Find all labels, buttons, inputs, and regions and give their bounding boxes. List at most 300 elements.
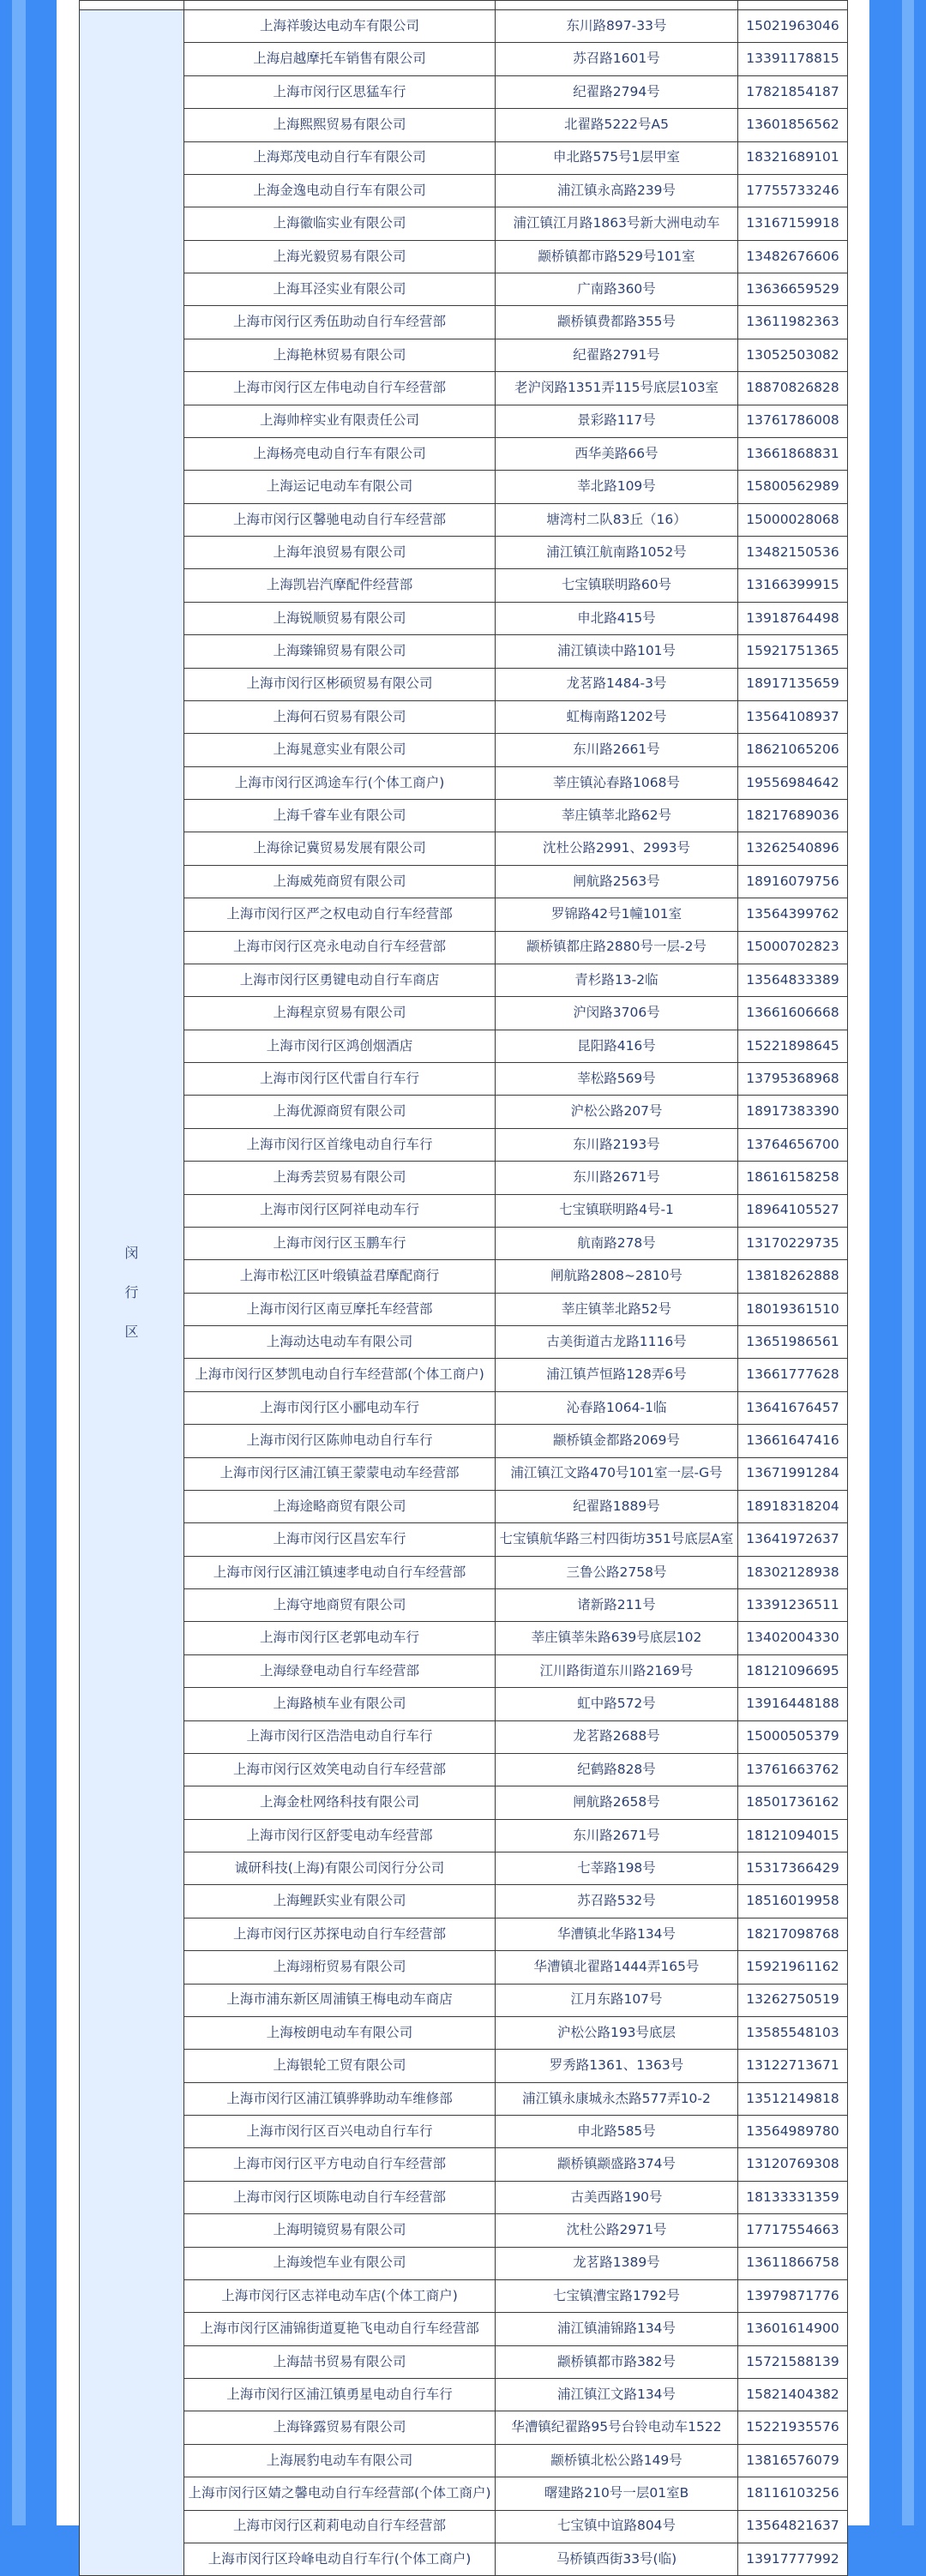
address-cell: 七宝镇联明路4号-1: [496, 1194, 738, 1227]
phone-cell: 13601856562: [738, 109, 848, 141]
address-cell: 塘湾村二队83丘（16）: [496, 503, 738, 536]
address-cell: 东川路2671号: [496, 1819, 738, 1852]
address-cell: 莘北路109号: [496, 471, 738, 503]
table-row: [80, 2313, 848, 2345]
table-row: [80, 1622, 848, 1654]
address-cell: 浦江镇江文路470号101室一层-G号: [496, 1457, 738, 1490]
table-row: [80, 1227, 848, 1259]
address-cell: 广南路360号: [496, 273, 738, 306]
company-name-cell: 上海市闵行区代雷自行车行: [184, 1063, 496, 1096]
company-name-cell: 上海优源商贸有限公司: [184, 1096, 496, 1128]
phone-cell: 13482676606: [738, 240, 848, 273]
district-char: 区: [124, 1324, 139, 1341]
table-row: [80, 997, 848, 1030]
company-name-cell: 上海市闵行区鸿创烟酒店: [184, 1030, 496, 1062]
phone-cell: 13636659529: [738, 273, 848, 306]
address-cell: 颛桥镇北松公路149号: [496, 2444, 738, 2477]
company-name-cell: 上海徽临实业有限公司: [184, 207, 496, 240]
table-row: [80, 2379, 848, 2411]
table-row: [80, 174, 848, 207]
table-row: [80, 1457, 848, 1490]
phone-cell: 13918764498: [738, 602, 848, 634]
table-row: [80, 1359, 848, 1391]
phone-cell: 13262750519: [738, 1984, 848, 2016]
district-char: 行: [124, 1284, 139, 1301]
address-cell: 颛桥镇金都路2069号: [496, 1425, 738, 1457]
address-cell: 西华美路66号: [496, 437, 738, 470]
phone-cell: 13641972637: [738, 1523, 848, 1556]
company-name-cell: 上海市闵行区勇键电动自行车商店: [184, 964, 496, 996]
company-name-cell: 上海金逸电动自行车有限公司: [184, 174, 496, 207]
address-cell: 华漕镇北华路134号: [496, 1918, 738, 1950]
address-cell: 三鲁公路2758号: [496, 1556, 738, 1588]
phone-cell: 13661606668: [738, 997, 848, 1030]
address-cell: 虹中路572号: [496, 1688, 738, 1720]
phone-cell: 15000028068: [738, 503, 848, 536]
address-cell: 东川路897-33号: [496, 10, 738, 43]
phone-cell: 15800562989: [738, 471, 848, 503]
phone-cell: 15921751365: [738, 635, 848, 668]
address-cell: 江川路街道东川路2169号: [496, 1654, 738, 1687]
table-row: [80, 2016, 848, 2049]
address-cell: 浦江镇浦锦路134号: [496, 2313, 738, 2345]
table-row: [80, 1753, 848, 1786]
header-cell-district: [80, 1, 184, 10]
phone-cell: 13262540896: [738, 832, 848, 865]
company-name-cell: 上海秀芸贸易有限公司: [184, 1162, 496, 1194]
table-row: [80, 503, 848, 536]
header-cell-address: [496, 1, 738, 10]
address-cell: 老沪闵路1351弄115号底层103室: [496, 372, 738, 405]
table-row: [80, 1951, 848, 1984]
table-row: [80, 437, 848, 470]
company-name-cell: 上海市闵行区顷陈电动自行车经营部: [184, 2181, 496, 2213]
table-row: [80, 1063, 848, 1096]
company-name-cell: 上海市闵行区秀伍助动自行车经营部: [184, 306, 496, 339]
company-name-cell: 上海市闵行区鸿途车行(个体工商户): [184, 766, 496, 799]
phone-cell: 13564833389: [738, 964, 848, 996]
phone-cell: 18917383390: [738, 1096, 848, 1128]
company-name-cell: 上海鲤跃实业有限公司: [184, 1885, 496, 1918]
phone-cell: 13120769308: [738, 2148, 848, 2181]
address-cell: 浦江镇永高路239号: [496, 174, 738, 207]
company-name-cell: 上海晁意实业有限公司: [184, 734, 496, 766]
table-row: [80, 602, 848, 634]
background-stripe-left: [12, 0, 26, 2525]
company-name-cell: 上海市闵行区莉莉电动自行车经营部: [184, 2510, 496, 2543]
company-name-cell: 上海市闵行区亮永电动自行车经营部: [184, 931, 496, 964]
table-row: [80, 207, 848, 240]
address-cell: 罗锦路42号1幢101室: [496, 898, 738, 931]
address-cell: 沈杜公路2971号: [496, 2214, 738, 2247]
address-cell: 颛桥镇都庄路2880号一层-2号: [496, 931, 738, 964]
address-cell: 颛桥镇都市路529号101室: [496, 240, 738, 273]
table-row: [80, 2082, 848, 2115]
phone-cell: 13611866758: [738, 2247, 848, 2279]
company-name-cell: 上海翊桁贸易有限公司: [184, 1951, 496, 1984]
address-cell: 闸航路2563号: [496, 865, 738, 898]
company-name-cell: 上海千睿车业有限公司: [184, 800, 496, 832]
phone-cell: 18964105527: [738, 1194, 848, 1227]
address-cell: 沈杜公路2991、2993号: [496, 832, 738, 865]
table-row: [80, 1128, 848, 1161]
address-cell: 沁春路1064-1临: [496, 1391, 738, 1424]
company-name-cell: 上海运记电动车有限公司: [184, 471, 496, 503]
table-row: [80, 1720, 848, 1753]
address-cell: 曙建路210号一层01室B: [496, 2477, 738, 2510]
table-row: [80, 1556, 848, 1588]
company-name-cell: 诚研科技(上海)有限公司闵行分公司: [184, 1852, 496, 1885]
company-name-cell: 上海年浪贸易有限公司: [184, 537, 496, 569]
address-cell: 闸航路2658号: [496, 1786, 738, 1819]
phone-cell: 13916448188: [738, 1688, 848, 1720]
table-row: [80, 700, 848, 733]
company-name-cell: 上海动达电动车有限公司: [184, 1326, 496, 1359]
address-cell: 马桥镇西街33号(临): [496, 2543, 738, 2575]
address-cell: 东川路2661号: [496, 734, 738, 766]
company-name-cell: 上海何石贸易有限公司: [184, 700, 496, 733]
phone-cell: 15221935576: [738, 2411, 848, 2444]
phone-cell: 13122713671: [738, 2050, 848, 2082]
table-row: [80, 2181, 848, 2213]
table-row: [80, 1885, 848, 1918]
company-name-cell: 上海市闵行区百兴电动自行车行: [184, 2116, 496, 2148]
table-row: [80, 865, 848, 898]
table-row: [80, 1293, 848, 1325]
phone-cell: 15000702823: [738, 931, 848, 964]
company-name-cell: 上海市浦东新区周浦镇王梅电动车商店: [184, 1984, 496, 2016]
address-cell: 莘庄镇沁春路1068号: [496, 766, 738, 799]
address-cell: 江月东路107号: [496, 1984, 738, 2016]
table-row: [80, 273, 848, 306]
address-cell: 华漕镇北翟路1444弄165号: [496, 1951, 738, 1984]
table-row: [80, 75, 848, 108]
table-row: [80, 832, 848, 865]
company-name-cell: 上海市闵行区玉鹏车行: [184, 1227, 496, 1259]
table-row: [80, 2050, 848, 2082]
table-row: [80, 109, 848, 141]
company-name-cell: 上海凯岩汽摩配件经营部: [184, 569, 496, 602]
company-name-cell: 上海市闵行区浦江镇速孝电动自行车经营部: [184, 1556, 496, 1588]
phone-cell: 13671991284: [738, 1457, 848, 1490]
company-name-cell: 上海市闵行区阿祥电动车行: [184, 1194, 496, 1227]
address-cell: 浦江镇江文路134号: [496, 2379, 738, 2411]
table-row: [80, 1589, 848, 1622]
address-cell: 七宝镇中谊路804号: [496, 2510, 738, 2543]
table-row: [80, 1852, 848, 1885]
dealer-table-body: [80, 1, 848, 2576]
company-name-cell: 上海市闵行区志祥电动车店(个体工商户): [184, 2279, 496, 2312]
phone-cell: 13661647416: [738, 1425, 848, 1457]
phone-cell: 18121094015: [738, 1819, 848, 1852]
address-cell: 纪鹤路828号: [496, 1753, 738, 1786]
table-row: [80, 1030, 848, 1062]
company-name-cell: 上海桉朗电动车有限公司: [184, 2016, 496, 2049]
phone-cell: 18321689101: [738, 141, 848, 174]
address-cell: 北翟路5222号A5: [496, 109, 738, 141]
company-name-cell: 上海启越摩托车销售有限公司: [184, 43, 496, 75]
company-name-cell: 上海市闵行区馨驰电动自行车经营部: [184, 503, 496, 536]
phone-cell: 19556984642: [738, 766, 848, 799]
address-cell: 龙茗路2688号: [496, 1720, 738, 1753]
company-name-cell: 上海艳林贸易有限公司: [184, 339, 496, 371]
company-name-cell: 上海市闵行区浦锦街道夏艳飞电动自行车经营部: [184, 2313, 496, 2345]
table-row: [80, 964, 848, 996]
phone-cell: 18121096695: [738, 1654, 848, 1687]
address-cell: 颛桥镇颛盛路374号: [496, 2148, 738, 2181]
phone-cell: 13651986561: [738, 1326, 848, 1359]
address-cell: 华漕镇纪翟路95号台铃电动车1522: [496, 2411, 738, 2444]
table-row: [80, 1391, 848, 1424]
company-name-cell: 上海守地商贸有限公司: [184, 1589, 496, 1622]
phone-cell: 15221898645: [738, 1030, 848, 1062]
table-row: [80, 2345, 848, 2378]
address-cell: 虹梅南路1202号: [496, 700, 738, 733]
phone-cell: 13761663762: [738, 1753, 848, 1786]
table-row: [80, 1260, 848, 1293]
phone-cell: 13167159918: [738, 207, 848, 240]
company-name-cell: 上海绿登电动自行车经营部: [184, 1654, 496, 1687]
phone-cell: 15317366429: [738, 1852, 848, 1885]
company-name-cell: 上海金杜网络科技有限公司: [184, 1786, 496, 1819]
table-panel: [57, 0, 869, 2567]
phone-cell: 13052503082: [738, 339, 848, 371]
table-row: [80, 1688, 848, 1720]
company-name-cell: 上海市闵行区浦江镇王蒙蒙电动车经营部: [184, 1457, 496, 1490]
address-cell: 苏召路1601号: [496, 43, 738, 75]
table-row: [80, 2247, 848, 2279]
address-cell: 浦江镇读中路101号: [496, 635, 738, 668]
address-cell: 纪翟路2794号: [496, 75, 738, 108]
table-row: [80, 43, 848, 75]
company-name-cell: 上海市闵行区玲峰电动自行车行(个体工商户): [184, 2543, 496, 2575]
dealer-table: [79, 0, 848, 2576]
table-row: [80, 734, 848, 766]
company-name-cell: 上海市松江区叶缎镇益君摩配商行: [184, 1260, 496, 1293]
company-name-cell: 上海熙熙贸易有限公司: [184, 109, 496, 141]
table-row: [80, 1425, 848, 1457]
address-cell: 古美街道古龙路1116号: [496, 1326, 738, 1359]
phone-cell: 13391178815: [738, 43, 848, 75]
table-row: [80, 537, 848, 569]
address-cell: 七莘路198号: [496, 1852, 738, 1885]
company-name-cell: 上海市闵行区浦江镇勇星电动自行车行: [184, 2379, 496, 2411]
company-name-cell: 上海市闵行区效笑电动自行车经营部: [184, 1753, 496, 1786]
address-cell: 颛桥镇都市路382号: [496, 2345, 738, 2378]
phone-cell: 15021963046: [738, 10, 848, 43]
district-cell: [80, 10, 184, 2576]
company-name-cell: 上海市闵行区左伟电动自行车经营部: [184, 372, 496, 405]
company-name-cell: 上海喆书贸易有限公司: [184, 2345, 496, 2378]
address-cell: 颛桥镇费都路355号: [496, 306, 738, 339]
table-row: [80, 1918, 848, 1950]
company-name-cell: 上海帅梓实业有限责任公司: [184, 405, 496, 437]
phone-cell: 15000505379: [738, 1720, 848, 1753]
phone-cell: 13564108937: [738, 700, 848, 733]
phone-cell: 18217098768: [738, 1918, 848, 1950]
table-row: [80, 766, 848, 799]
phone-cell: 13661868831: [738, 437, 848, 470]
company-name-cell: 上海市闵行区南豆摩托车经营部: [184, 1293, 496, 1325]
company-name-cell: 上海杨亮电动自行车有限公司: [184, 437, 496, 470]
table-header-row: [80, 1, 848, 10]
table-row: [80, 2444, 848, 2477]
address-cell: 申北路575号1层甲室: [496, 141, 738, 174]
phone-cell: 15921961162: [738, 1951, 848, 1984]
table-row: [80, 372, 848, 405]
phone-cell: 18302128938: [738, 1556, 848, 1588]
address-cell: 七宝镇漕宝路1792号: [496, 2279, 738, 2312]
address-cell: 东川路2671号: [496, 1162, 738, 1194]
company-name-cell: 上海市闵行区婧之馨电动自行车经营部(个体工商户): [184, 2477, 496, 2510]
company-name-cell: 上海市闵行区浦江镇骅骅助动车维修部: [184, 2082, 496, 2115]
company-name-cell: 上海威苑商贸有限公司: [184, 865, 496, 898]
phone-cell: 13391236511: [738, 1589, 848, 1622]
company-name-cell: 上海竣恺车业有限公司: [184, 2247, 496, 2279]
company-name-cell: 上海市闵行区梦凯电动自行车经营部(个体工商户): [184, 1359, 496, 1391]
district-label: [80, 1246, 183, 1339]
table-row: [80, 2543, 848, 2575]
company-name-cell: 上海市闵行区苏探电动自行车经营部: [184, 1918, 496, 1950]
phone-cell: 13764656700: [738, 1128, 848, 1161]
company-name-cell: 上海展豹电动车有限公司: [184, 2444, 496, 2477]
table-row: [80, 931, 848, 964]
phone-cell: 17755733246: [738, 174, 848, 207]
phone-cell: 18501736162: [738, 1786, 848, 1819]
table-row: [80, 668, 848, 700]
table-row: [80, 1162, 848, 1194]
address-cell: 景彩路117号: [496, 405, 738, 437]
phone-cell: 13661777628: [738, 1359, 848, 1391]
address-cell: 纪翟路2791号: [496, 339, 738, 371]
address-cell: 沪闵路3706号: [496, 997, 738, 1030]
table-row: [80, 10, 848, 43]
table-row: [80, 800, 848, 832]
phone-cell: 13818262888: [738, 1260, 848, 1293]
address-cell: 七宝镇航华路三村四街坊351号底层A室: [496, 1523, 738, 1556]
company-name-cell: 上海耳泾实业有限公司: [184, 273, 496, 306]
phone-cell: 13761786008: [738, 405, 848, 437]
company-name-cell: 上海徐记冀贸易发展有限公司: [184, 832, 496, 865]
phone-cell: 18217689036: [738, 800, 848, 832]
phone-cell: 13795368968: [738, 1063, 848, 1096]
background-stripe-right: [902, 0, 914, 2525]
phone-cell: 13979871776: [738, 2279, 848, 2312]
table-row: [80, 569, 848, 602]
address-cell: 浦江镇永康城永杰路577弄10-2: [496, 2082, 738, 2115]
company-name-cell: 上海途略商贸有限公司: [184, 1490, 496, 1522]
company-name-cell: 上海银轮工贸有限公司: [184, 2050, 496, 2082]
address-cell: 浦江镇江航南路1052号: [496, 537, 738, 569]
company-name-cell: 上海市闵行区浩浩电动自行车行: [184, 1720, 496, 1753]
table-row: [80, 635, 848, 668]
address-cell: 浦江镇芦恒路128弄6号: [496, 1359, 738, 1391]
company-name-cell: 上海郑茂电动自行车有限公司: [184, 141, 496, 174]
phone-cell: 13402004330: [738, 1622, 848, 1654]
phone-cell: 13816576079: [738, 2444, 848, 2477]
address-cell: 浦江镇江月路1863号新大洲电动车: [496, 207, 738, 240]
address-cell: 青杉路13-2临: [496, 964, 738, 996]
table-row: [80, 898, 848, 931]
table-row: [80, 2214, 848, 2247]
table-row: [80, 2148, 848, 2181]
phone-cell: 18516019958: [738, 1885, 848, 1918]
company-name-cell: 上海市闵行区陈帅电动自行车行: [184, 1425, 496, 1457]
phone-cell: 13564399762: [738, 898, 848, 931]
phone-cell: 13611982363: [738, 306, 848, 339]
table-row: [80, 141, 848, 174]
table-row: [80, 2411, 848, 2444]
table-row: [80, 2510, 848, 2543]
company-name-cell: 上海光毅贸易有限公司: [184, 240, 496, 273]
company-name-cell: 上海市闵行区严之权电动自行车经营部: [184, 898, 496, 931]
company-name-cell: 上海市闵行区小郦电动车行: [184, 1391, 496, 1424]
phone-cell: 18918318204: [738, 1490, 848, 1522]
phone-cell: 13170229735: [738, 1227, 848, 1259]
company-name-cell: 上海市闵行区平方电动自行车经营部: [184, 2148, 496, 2181]
table-row: [80, 240, 848, 273]
phone-cell: 18870826828: [738, 372, 848, 405]
phone-cell: 13564821637: [738, 2510, 848, 2543]
table-row: [80, 2116, 848, 2148]
address-cell: 东川路2193号: [496, 1128, 738, 1161]
company-name-cell: 上海市闵行区老郭电动车行: [184, 1622, 496, 1654]
phone-cell: 13166399915: [738, 569, 848, 602]
address-cell: 莘庄镇莘北路52号: [496, 1293, 738, 1325]
address-cell: 航南路278号: [496, 1227, 738, 1259]
address-cell: 沪松公路193号底层: [496, 2016, 738, 2049]
company-name-cell: 上海明镜贸易有限公司: [184, 2214, 496, 2247]
phone-cell: 13564989780: [738, 2116, 848, 2148]
phone-cell: 13601614900: [738, 2313, 848, 2345]
company-name-cell: 上海市闵行区彬硕贸易有限公司: [184, 668, 496, 700]
company-name-cell: 上海市闵行区昌宏车行: [184, 1523, 496, 1556]
company-name-cell: 上海祥骏达电动车有限公司: [184, 10, 496, 43]
phone-cell: 18019361510: [738, 1293, 848, 1325]
company-name-cell: 上海市闵行区首缘电动自行车行: [184, 1128, 496, 1161]
company-name-cell: 上海锋露贸易有限公司: [184, 2411, 496, 2444]
address-cell: 申北路415号: [496, 602, 738, 634]
table-row: [80, 1654, 848, 1687]
table-row: [80, 1984, 848, 2016]
table-row: [80, 339, 848, 371]
address-cell: 莘庄镇莘朱路639号底层102: [496, 1622, 738, 1654]
table-row: [80, 306, 848, 339]
address-cell: 闸航路2808~2810号: [496, 1260, 738, 1293]
phone-cell: 15721588139: [738, 2345, 848, 2378]
table-row: [80, 471, 848, 503]
company-name-cell: 上海锐顺贸易有限公司: [184, 602, 496, 634]
address-cell: 莘松路569号: [496, 1063, 738, 1096]
phone-cell: 18916079756: [738, 865, 848, 898]
table-row: [80, 1490, 848, 1522]
phone-cell: 17717554663: [738, 2214, 848, 2247]
table-row: [80, 2279, 848, 2312]
district-char: 闵: [124, 1245, 139, 1262]
address-cell: 七宝镇联明路60号: [496, 569, 738, 602]
address-cell: 纪翟路1889号: [496, 1490, 738, 1522]
table-row: [80, 1194, 848, 1227]
phone-cell: 13512149818: [738, 2082, 848, 2115]
company-name-cell: 上海路桢车业有限公司: [184, 1688, 496, 1720]
phone-cell: 18621065206: [738, 734, 848, 766]
table-row: [80, 1523, 848, 1556]
phone-cell: 13585548103: [738, 2016, 848, 2049]
address-cell: 古美西路190号: [496, 2181, 738, 2213]
table-row: [80, 1326, 848, 1359]
header-cell-name: [184, 1, 496, 10]
address-cell: 沪松公路207号: [496, 1096, 738, 1128]
